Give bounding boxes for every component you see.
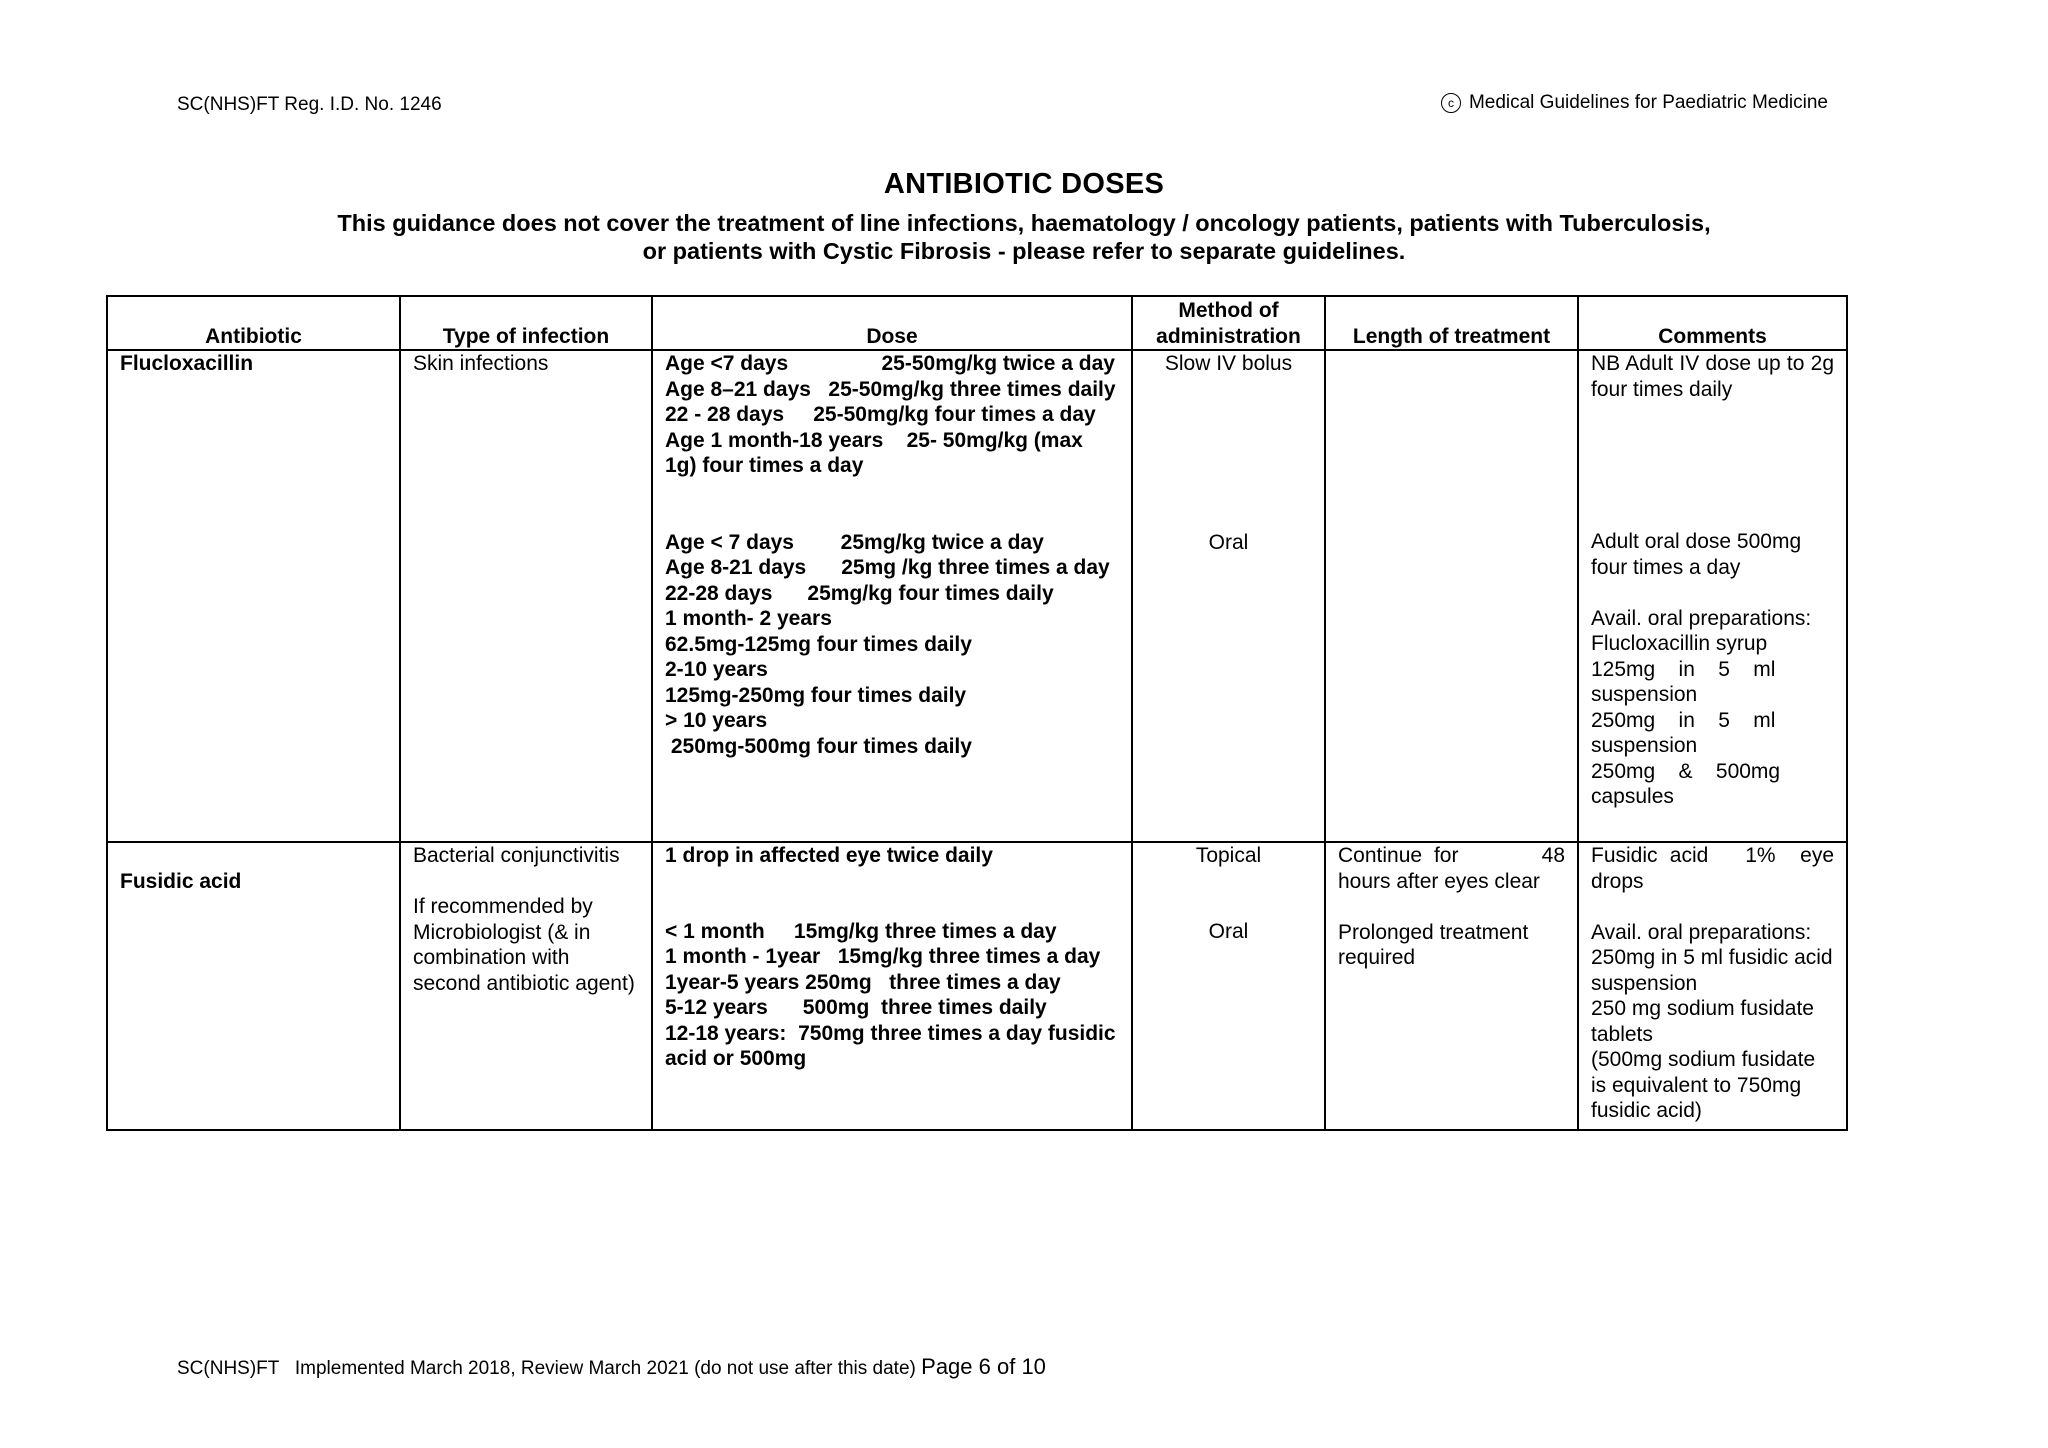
header-method-line-2: administration bbox=[1156, 324, 1301, 348]
header-method-line-1: Method of bbox=[1178, 299, 1279, 322]
length-cell bbox=[1325, 350, 1578, 842]
length-topical: Continue for 48 hours after eyes clear bbox=[1338, 844, 1571, 893]
subtitle-line-1: This guidance does not cover the treatment of line infections, haematology / oncology patients, patients with Tuberculosis, bbox=[337, 210, 1711, 236]
subtitle-line-2: or patients with Cystic Fibrosis - please refer to separate guidelines. bbox=[642, 238, 1406, 264]
table-header-row bbox=[107, 296, 1847, 350]
length-oral: Prolonged treatment required bbox=[1338, 920, 1529, 969]
copyright-icon: c bbox=[1441, 93, 1461, 113]
method-cell bbox=[1132, 842, 1325, 1130]
length-cell bbox=[1325, 842, 1578, 1130]
dose-line: 125mg-250mg four times daily bbox=[665, 683, 967, 707]
method-topical: Topical bbox=[1195, 844, 1262, 867]
dose-line: 1 month- 2 years bbox=[665, 607, 832, 630]
comment-preparation: Flucloxacillin syrup bbox=[1591, 632, 1768, 655]
method-cell bbox=[1132, 350, 1325, 842]
dose-line: > 10 years bbox=[665, 709, 768, 732]
dose-topical: 1 drop in affected eye twice daily bbox=[665, 844, 993, 867]
guideline-title: Medical Guidelines for Paediatric Medicine bbox=[1468, 92, 1828, 113]
table-row-flucloxacillin bbox=[107, 350, 1847, 842]
header-antibiotic: Antibiotic bbox=[107, 296, 400, 350]
comment-preparation: Avail. oral preparations: bbox=[1591, 606, 1812, 630]
page-subtitle bbox=[0, 209, 2048, 265]
comment-topical: Fusidic acid 1% eye drops bbox=[1591, 844, 1840, 893]
antibiotic-name: Flucloxacillin bbox=[107, 350, 400, 842]
antibiotic-doses-table bbox=[106, 295, 1848, 1131]
comment-preparation: 250mg in 5 ml suspension bbox=[1591, 708, 1782, 757]
dose-line: Age < 7 days 25mg/kg twice a day bbox=[665, 530, 1044, 554]
header-reg-id: SC(NHS)FT Reg. I.D. No. 1246 bbox=[177, 94, 442, 115]
dose-line: 2-10 years bbox=[665, 658, 768, 681]
dose-line: 62.5mg-125mg four times daily bbox=[665, 632, 972, 656]
dose-cell bbox=[652, 842, 1132, 1130]
dose-line: Age 1 month-18 years 25- 50mg/kg (max 1g) four times a day bbox=[665, 428, 1089, 477]
comment-preparation: (500mg sodium fusidate is equivalent to 750mg fusidic acid) bbox=[1591, 1048, 1816, 1122]
dose-line: 12-18 years: 750mg three times a day fusidic acid or 500mg bbox=[665, 1021, 1122, 1070]
method-oral: Oral bbox=[1208, 530, 1249, 554]
header-method bbox=[1132, 296, 1325, 350]
header-guideline bbox=[1441, 92, 1828, 114]
dose-line: Age 8–21 days 25-50mg/kg three times daily bbox=[665, 377, 1116, 401]
header-dose: Dose bbox=[652, 296, 1132, 350]
table-row-fusidic-acid bbox=[107, 842, 1847, 1130]
dose-line: 1year-5 years 250mg three times a day bbox=[665, 970, 1061, 994]
page-number: Page 6 of 10 bbox=[921, 1354, 1046, 1379]
page-footer bbox=[177, 1354, 1046, 1380]
dose-line: 1 month - 1year 15mg/kg three times a day bbox=[665, 945, 1101, 968]
comment-oral-dose: Adult oral dose 500mg four times a day bbox=[1591, 530, 1802, 579]
comment-preparation: 250mg in 5 ml fusidic acid suspension bbox=[1591, 946, 1833, 995]
dose-line: 5-12 years 500mg three times daily bbox=[665, 996, 1047, 1019]
header-comments: Comments bbox=[1578, 296, 1847, 350]
dose-line: Age 8-21 days 25mg /kg three times a day bbox=[665, 556, 1110, 579]
footer-text: SC(NHS)FT Implemented March 2018, Review March 2021 (do not use after this date) bbox=[177, 1358, 916, 1379]
method-iv: Slow IV bolus bbox=[1164, 352, 1293, 375]
comment-preparation: 125mg in 5 ml suspension bbox=[1591, 657, 1782, 706]
dose-line: 22-28 days 25mg/kg four times daily bbox=[665, 581, 1054, 605]
antibiotic-name bbox=[107, 842, 400, 1130]
dose-cell bbox=[652, 350, 1132, 842]
page-title: ANTIBIOTIC DOSES bbox=[883, 168, 1165, 200]
infection-type-oral: If recommended by Microbiologist (& in combination with second antibiotic agent) bbox=[413, 895, 635, 995]
dose-line: < 1 month 15mg/kg three times a day bbox=[665, 919, 1057, 943]
comment-preparation: Avail. oral preparations: bbox=[1591, 920, 1812, 944]
header-length-of-treatment: Length of treatment bbox=[1325, 296, 1578, 350]
dose-line: Age <7 days 25-50mg/kg twice a day bbox=[665, 352, 1115, 375]
comments-cell bbox=[1578, 350, 1847, 842]
comment-iv: NB Adult IV dose up to 2g four times daily bbox=[1591, 352, 1834, 401]
infection-type-topical: Bacterial conjunctivitis bbox=[413, 844, 620, 867]
comments-cell bbox=[1578, 842, 1847, 1130]
antibiotic-name-text: Fusidic acid bbox=[120, 869, 242, 893]
header-type-of-infection: Type of infection bbox=[400, 296, 652, 350]
comment-preparation: 250 mg sodium fusidate tablets bbox=[1591, 997, 1814, 1046]
dose-line: 22 - 28 days 25-50mg/kg four times a day bbox=[665, 403, 1096, 426]
infection-type bbox=[400, 842, 652, 1130]
dose-line: 250mg-500mg four times daily bbox=[665, 734, 972, 758]
comment-preparation: 250mg & 500mg capsules bbox=[1591, 759, 1786, 808]
infection-type: Skin infections bbox=[400, 350, 652, 842]
method-oral: Oral bbox=[1208, 919, 1249, 943]
